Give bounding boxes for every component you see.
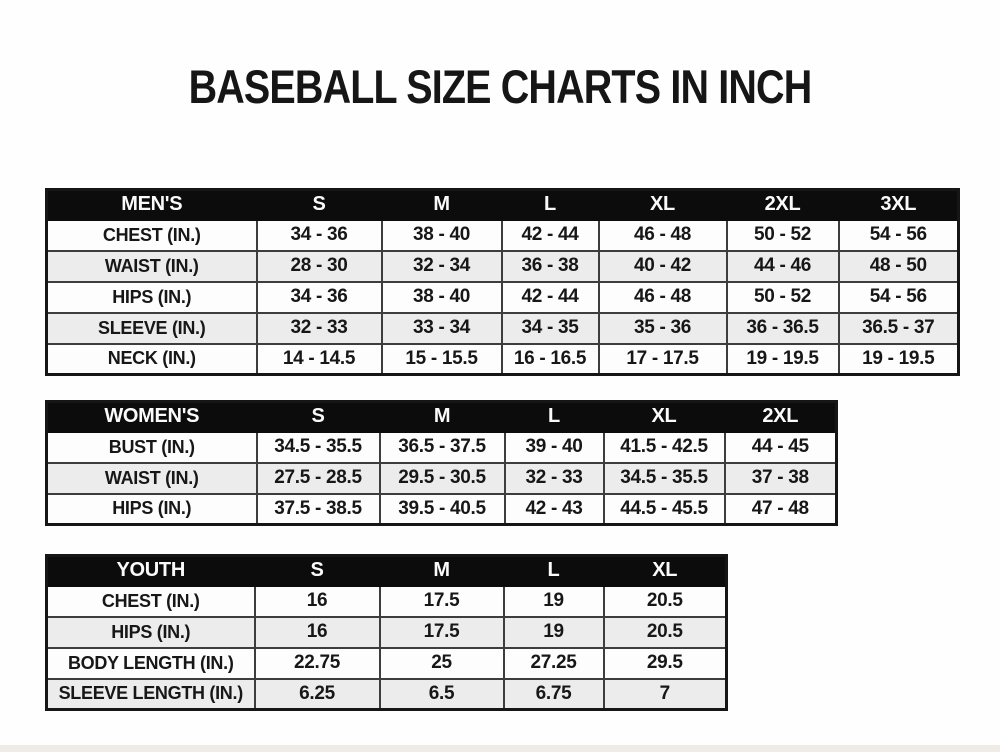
size-header-cell: XL — [604, 556, 727, 586]
womens-size-table — [45, 400, 838, 526]
header-row — [47, 556, 727, 586]
size-value-cell: 40 - 42 — [599, 251, 727, 282]
size-value-cell: 19 - 19.5 — [727, 344, 839, 375]
table-row — [47, 220, 959, 251]
size-value-cell: 35 - 36 — [599, 313, 727, 344]
size-value-cell: 34.5 - 35.5 — [604, 463, 725, 494]
size-value-cell: 15 - 15.5 — [382, 344, 502, 375]
mens-size-table — [45, 188, 960, 376]
size-value-cell: 34 - 35 — [502, 313, 599, 344]
size-value-cell: 50 - 52 — [727, 220, 839, 251]
row-label: HIPS (IN.) — [47, 494, 257, 525]
size-value-cell: 42 - 44 — [502, 282, 599, 313]
size-header-cell: M — [380, 556, 504, 586]
table-row — [47, 494, 837, 525]
size-value-cell: 7 — [604, 679, 727, 710]
size-value-cell: 6.5 — [380, 679, 504, 710]
size-value-cell: 36.5 - 37 — [839, 313, 959, 344]
size-value-cell: 19 - 19.5 — [839, 344, 959, 375]
row-label: HIPS (IN.) — [47, 282, 257, 313]
size-value-cell: 44.5 - 45.5 — [604, 494, 725, 525]
row-label: CHEST (IN.) — [47, 586, 255, 617]
size-value-cell: 36 - 36.5 — [727, 313, 839, 344]
size-value-cell: 42 - 44 — [502, 220, 599, 251]
size-value-cell: 37 - 38 — [725, 463, 837, 494]
group-header-cell: WOMEN'S — [47, 402, 257, 432]
size-value-cell: 29.5 — [604, 648, 727, 679]
size-value-cell: 20.5 — [604, 617, 727, 648]
size-value-cell: 36.5 - 37.5 — [380, 432, 505, 463]
table-row — [47, 617, 727, 648]
size-header-cell: S — [257, 190, 382, 220]
row-label: CHEST (IN.) — [47, 220, 257, 251]
size-header-cell: L — [502, 190, 599, 220]
table-row — [47, 679, 727, 710]
row-label: WAIST (IN.) — [47, 463, 257, 494]
table-row — [47, 463, 837, 494]
size-header-cell: M — [382, 190, 502, 220]
row-label: HIPS (IN.) — [47, 617, 255, 648]
group-header-cell: MEN'S — [47, 190, 257, 220]
size-value-cell: 19 — [504, 586, 604, 617]
size-value-cell: 38 - 40 — [382, 282, 502, 313]
header-row — [47, 402, 837, 432]
size-value-cell: 19 — [504, 617, 604, 648]
table-row — [47, 586, 727, 617]
size-value-cell: 47 - 48 — [725, 494, 837, 525]
size-value-cell: 27.25 — [504, 648, 604, 679]
size-value-cell: 6.75 — [504, 679, 604, 710]
size-value-cell: 32 - 33 — [257, 313, 382, 344]
size-value-cell: 22.75 — [255, 648, 380, 679]
size-value-cell: 17.5 — [380, 617, 504, 648]
image-bottom-edge — [0, 745, 1000, 752]
size-value-cell: 17 - 17.5 — [599, 344, 727, 375]
size-value-cell: 38 - 40 — [382, 220, 502, 251]
size-value-cell: 17.5 — [380, 586, 504, 617]
size-value-cell: 32 - 34 — [382, 251, 502, 282]
row-label: SLEEVE LENGTH (IN.) — [47, 679, 255, 710]
size-value-cell: 16 - 16.5 — [502, 344, 599, 375]
size-header-cell: XL — [604, 402, 725, 432]
size-header-cell: 2XL — [725, 402, 837, 432]
size-header-cell: XL — [599, 190, 727, 220]
size-value-cell: 34 - 36 — [257, 282, 382, 313]
row-label: BUST (IN.) — [47, 432, 257, 463]
table-row — [47, 313, 959, 344]
row-label: BODY LENGTH (IN.) — [47, 648, 255, 679]
size-header-cell: S — [255, 556, 380, 586]
size-value-cell: 34 - 36 — [257, 220, 382, 251]
size-value-cell: 25 — [380, 648, 504, 679]
table-row — [47, 251, 959, 282]
row-label: SLEEVE (IN.) — [47, 313, 257, 344]
size-value-cell: 28 - 30 — [257, 251, 382, 282]
size-value-cell: 54 - 56 — [839, 220, 959, 251]
size-header-cell: L — [504, 556, 604, 586]
youth-size-table — [45, 554, 728, 711]
size-value-cell: 14 - 14.5 — [257, 344, 382, 375]
size-value-cell: 37.5 - 38.5 — [257, 494, 380, 525]
group-header-cell: YOUTH — [47, 556, 255, 586]
size-value-cell: 27.5 - 28.5 — [257, 463, 380, 494]
size-value-cell: 16 — [255, 586, 380, 617]
size-value-cell: 44 - 45 — [725, 432, 837, 463]
size-value-cell: 32 - 33 — [505, 463, 604, 494]
size-value-cell: 34.5 - 35.5 — [257, 432, 380, 463]
size-header-cell: 3XL — [839, 190, 959, 220]
size-header-cell: 2XL — [727, 190, 839, 220]
size-value-cell: 50 - 52 — [727, 282, 839, 313]
size-header-cell: M — [380, 402, 505, 432]
size-value-cell: 36 - 38 — [502, 251, 599, 282]
table-row — [47, 432, 837, 463]
size-value-cell: 54 - 56 — [839, 282, 959, 313]
row-label: NECK (IN.) — [47, 344, 257, 375]
size-value-cell: 42 - 43 — [505, 494, 604, 525]
size-value-cell: 29.5 - 30.5 — [380, 463, 505, 494]
size-value-cell: 44 - 46 — [727, 251, 839, 282]
size-value-cell: 48 - 50 — [839, 251, 959, 282]
table-row — [47, 344, 959, 375]
size-value-cell: 39 - 40 — [505, 432, 604, 463]
row-label: WAIST (IN.) — [47, 251, 257, 282]
size-header-cell: S — [257, 402, 380, 432]
size-value-cell: 33 - 34 — [382, 313, 502, 344]
size-value-cell: 16 — [255, 617, 380, 648]
size-value-cell: 46 - 48 — [599, 282, 727, 313]
header-row — [47, 190, 959, 220]
size-header-cell: L — [505, 402, 604, 432]
size-value-cell: 20.5 — [604, 586, 727, 617]
table-row — [47, 648, 727, 679]
size-value-cell: 39.5 - 40.5 — [380, 494, 505, 525]
table-row — [47, 282, 959, 313]
size-value-cell: 46 - 48 — [599, 220, 727, 251]
size-value-cell: 41.5 - 42.5 — [604, 432, 725, 463]
size-value-cell: 6.25 — [255, 679, 380, 710]
page-title: BASEBALL SIZE CHARTS IN INCH — [188, 60, 812, 113]
